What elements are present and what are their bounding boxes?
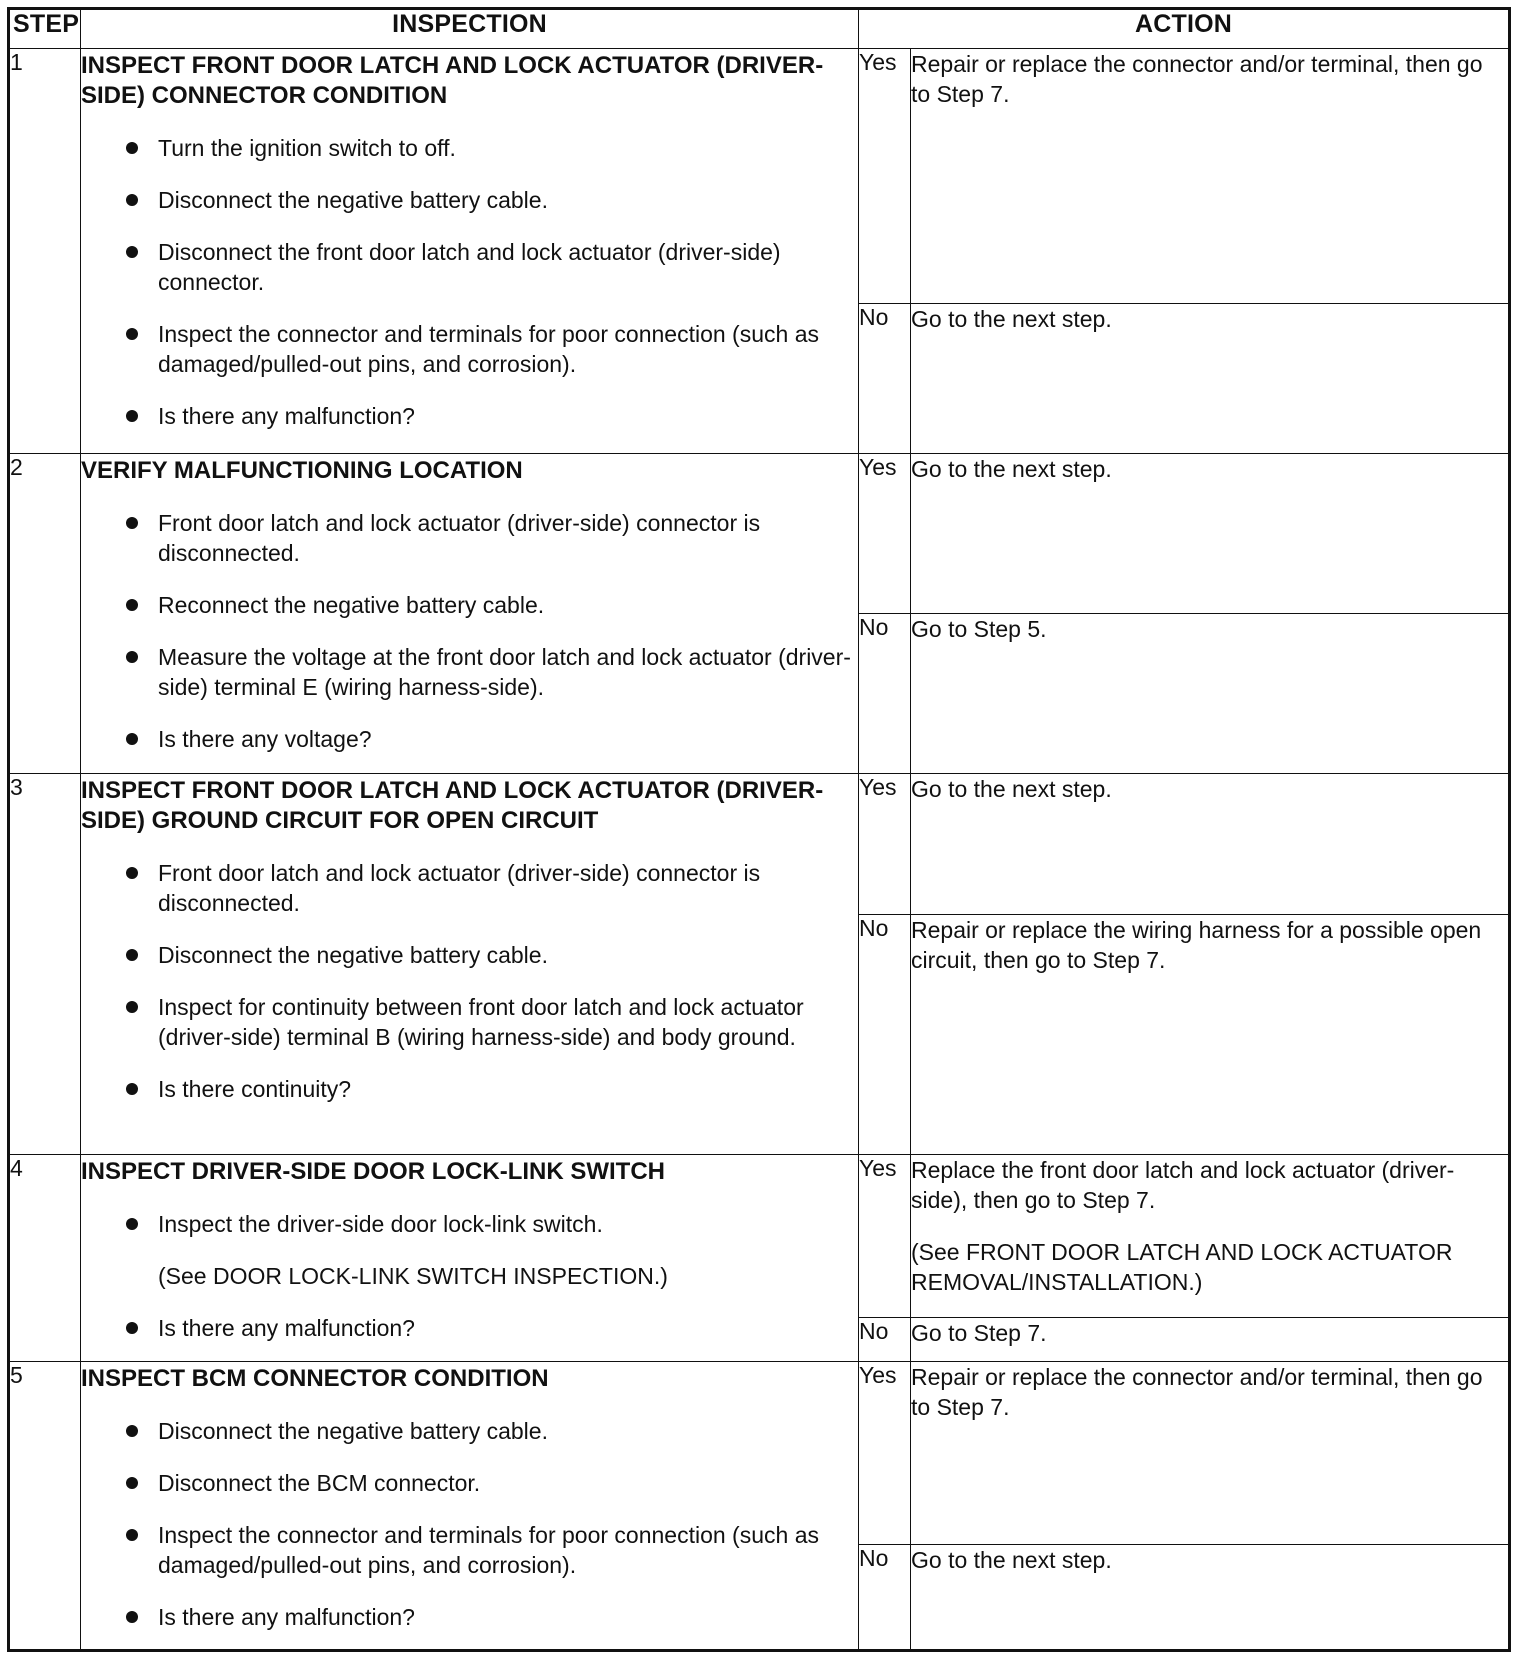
inspection-bullets bbox=[81, 1209, 858, 1343]
yes-action bbox=[911, 1362, 1510, 1545]
inspection-column-header: INSPECTION bbox=[81, 9, 859, 49]
inspection-bullets bbox=[81, 133, 858, 431]
no-action bbox=[911, 915, 1510, 1155]
steps-body bbox=[9, 49, 1510, 1651]
inspection-title: INSPECT FRONT DOOR LATCH AND LOCK ACTUATOR (DRIVER-SIDE) CONNECTOR CONDITION bbox=[81, 52, 824, 109]
inspection-cell bbox=[81, 454, 859, 774]
step-row bbox=[9, 49, 1510, 304]
bullet-item: Inspect for continuity between front door latch and lock actuator (driver-side) terminal B (wiring harness-side) and body ground. bbox=[81, 992, 858, 1052]
bullet-item: Inspect the driver-side door lock-link switch. bbox=[81, 1209, 858, 1239]
no-action bbox=[911, 1318, 1510, 1362]
inspection-title: INSPECT FRONT DOOR LATCH AND LOCK ACTUATOR (DRIVER-SIDE) GROUND CIRCUIT FOR OPEN CIRCUIT bbox=[81, 777, 824, 834]
action-column-header: ACTION bbox=[859, 9, 1510, 49]
step-row bbox=[9, 1155, 1510, 1318]
action-text: Repair or replace the wiring harness for a possible open circuit, then go to Step 7. bbox=[911, 917, 1482, 973]
inspection-procedure-document bbox=[7, 7, 1508, 1657]
bullet-item: Reconnect the negative battery cable. bbox=[81, 590, 858, 620]
bullet-item: Is there continuity? bbox=[81, 1074, 858, 1104]
yes-action bbox=[911, 1155, 1510, 1318]
step-number: 3 bbox=[9, 774, 81, 1155]
no-label: No bbox=[859, 614, 911, 774]
yes-action bbox=[911, 49, 1510, 304]
action-text: Go to Step 5. bbox=[911, 616, 1047, 642]
reference-note: (See DOOR LOCK-LINK SWITCH INSPECTION.) bbox=[158, 1263, 668, 1289]
no-label: No bbox=[859, 1545, 911, 1651]
yes-label: Yes bbox=[859, 1155, 911, 1318]
inspection-title: INSPECT DRIVER-SIDE DOOR LOCK-LINK SWITCH bbox=[81, 1158, 666, 1185]
bullet-item: Is there any voltage? bbox=[81, 724, 858, 754]
no-label: No bbox=[859, 304, 911, 454]
inspection-cell bbox=[81, 1155, 859, 1362]
action-text: Go to Step 7. bbox=[911, 1320, 1047, 1346]
no-label: No bbox=[859, 1318, 911, 1362]
action-text: Go to the next step. bbox=[911, 1547, 1112, 1573]
no-action bbox=[911, 304, 1510, 454]
step-number: 2 bbox=[9, 454, 81, 774]
bullet-item: Disconnect the negative battery cable. bbox=[81, 185, 858, 215]
inspection-bullets bbox=[81, 1416, 858, 1632]
bullet-item: Inspect the connector and terminals for poor connection (such as damaged/pulled-out pins, and corrosion). bbox=[81, 1520, 858, 1580]
inspection-cell bbox=[81, 774, 859, 1155]
step-row bbox=[9, 454, 1510, 614]
yes-label: Yes bbox=[859, 1362, 911, 1545]
step-row bbox=[9, 1362, 1510, 1545]
yes-action bbox=[911, 454, 1510, 614]
step-column-header: STEP bbox=[9, 9, 81, 49]
yes-action bbox=[911, 774, 1510, 915]
inspection-table bbox=[7, 7, 1511, 1652]
action-text: Repair or replace the connector and/or terminal, then go to Step 7. bbox=[911, 51, 1483, 107]
bullet-item: Is there any malfunction? bbox=[81, 401, 858, 431]
header-row bbox=[9, 9, 1510, 49]
bullet-item: Disconnect the front door latch and lock actuator (driver-side) connector. bbox=[81, 237, 858, 297]
bullet-item: Inspect the connector and terminals for poor connection (such as damaged/pulled-out pins, and corrosion). bbox=[81, 319, 858, 379]
no-action bbox=[911, 1545, 1510, 1651]
inspection-cell bbox=[81, 1362, 859, 1651]
step-row bbox=[9, 774, 1510, 915]
bullet-item: Measure the voltage at the front door latch and lock actuator (driver-side) terminal E (wiring harness-side). bbox=[81, 642, 858, 702]
inspection-title: VERIFY MALFUNCTIONING LOCATION bbox=[81, 457, 523, 484]
yes-label: Yes bbox=[859, 774, 911, 915]
action-text: Go to the next step. bbox=[911, 776, 1112, 802]
no-action bbox=[911, 614, 1510, 774]
bullet-item: Is there any malfunction? bbox=[81, 1313, 858, 1343]
inspection-cell bbox=[81, 49, 859, 454]
step-number: 4 bbox=[9, 1155, 81, 1362]
step-number: 5 bbox=[9, 1362, 81, 1651]
bullet-item: Turn the ignition switch to off. bbox=[81, 133, 858, 163]
inspection-bullets bbox=[81, 508, 858, 754]
action-text: Go to the next step. bbox=[911, 306, 1112, 332]
bullet-item: Is there any malfunction? bbox=[81, 1602, 858, 1632]
inspection-bullets bbox=[81, 858, 858, 1104]
step-number: 1 bbox=[9, 49, 81, 454]
bullet-item: Disconnect the negative battery cable. bbox=[81, 940, 858, 970]
bullet-item: Disconnect the negative battery cable. bbox=[81, 1416, 858, 1446]
action-text: Go to the next step. bbox=[911, 456, 1112, 482]
yes-label: Yes bbox=[859, 49, 911, 304]
bullet-item: Front door latch and lock actuator (driver-side) connector is disconnected. bbox=[81, 508, 858, 568]
inspection-title: INSPECT BCM CONNECTOR CONDITION bbox=[81, 1365, 549, 1392]
action-reference: (See FRONT DOOR LATCH AND LOCK ACTUATOR REMOVAL/INSTALLATION.) bbox=[911, 1239, 1453, 1295]
yes-label: Yes bbox=[859, 454, 911, 614]
action-text: Repair or replace the connector and/or terminal, then go to Step 7. bbox=[911, 1364, 1483, 1420]
bullet-item: Front door latch and lock actuator (driver-side) connector is disconnected. bbox=[81, 858, 858, 918]
bullet-item: Disconnect the BCM connector. bbox=[81, 1468, 858, 1498]
no-label: No bbox=[859, 915, 911, 1155]
action-text: Replace the front door latch and lock actuator (driver-side), then go to Step 7. bbox=[911, 1157, 1455, 1213]
